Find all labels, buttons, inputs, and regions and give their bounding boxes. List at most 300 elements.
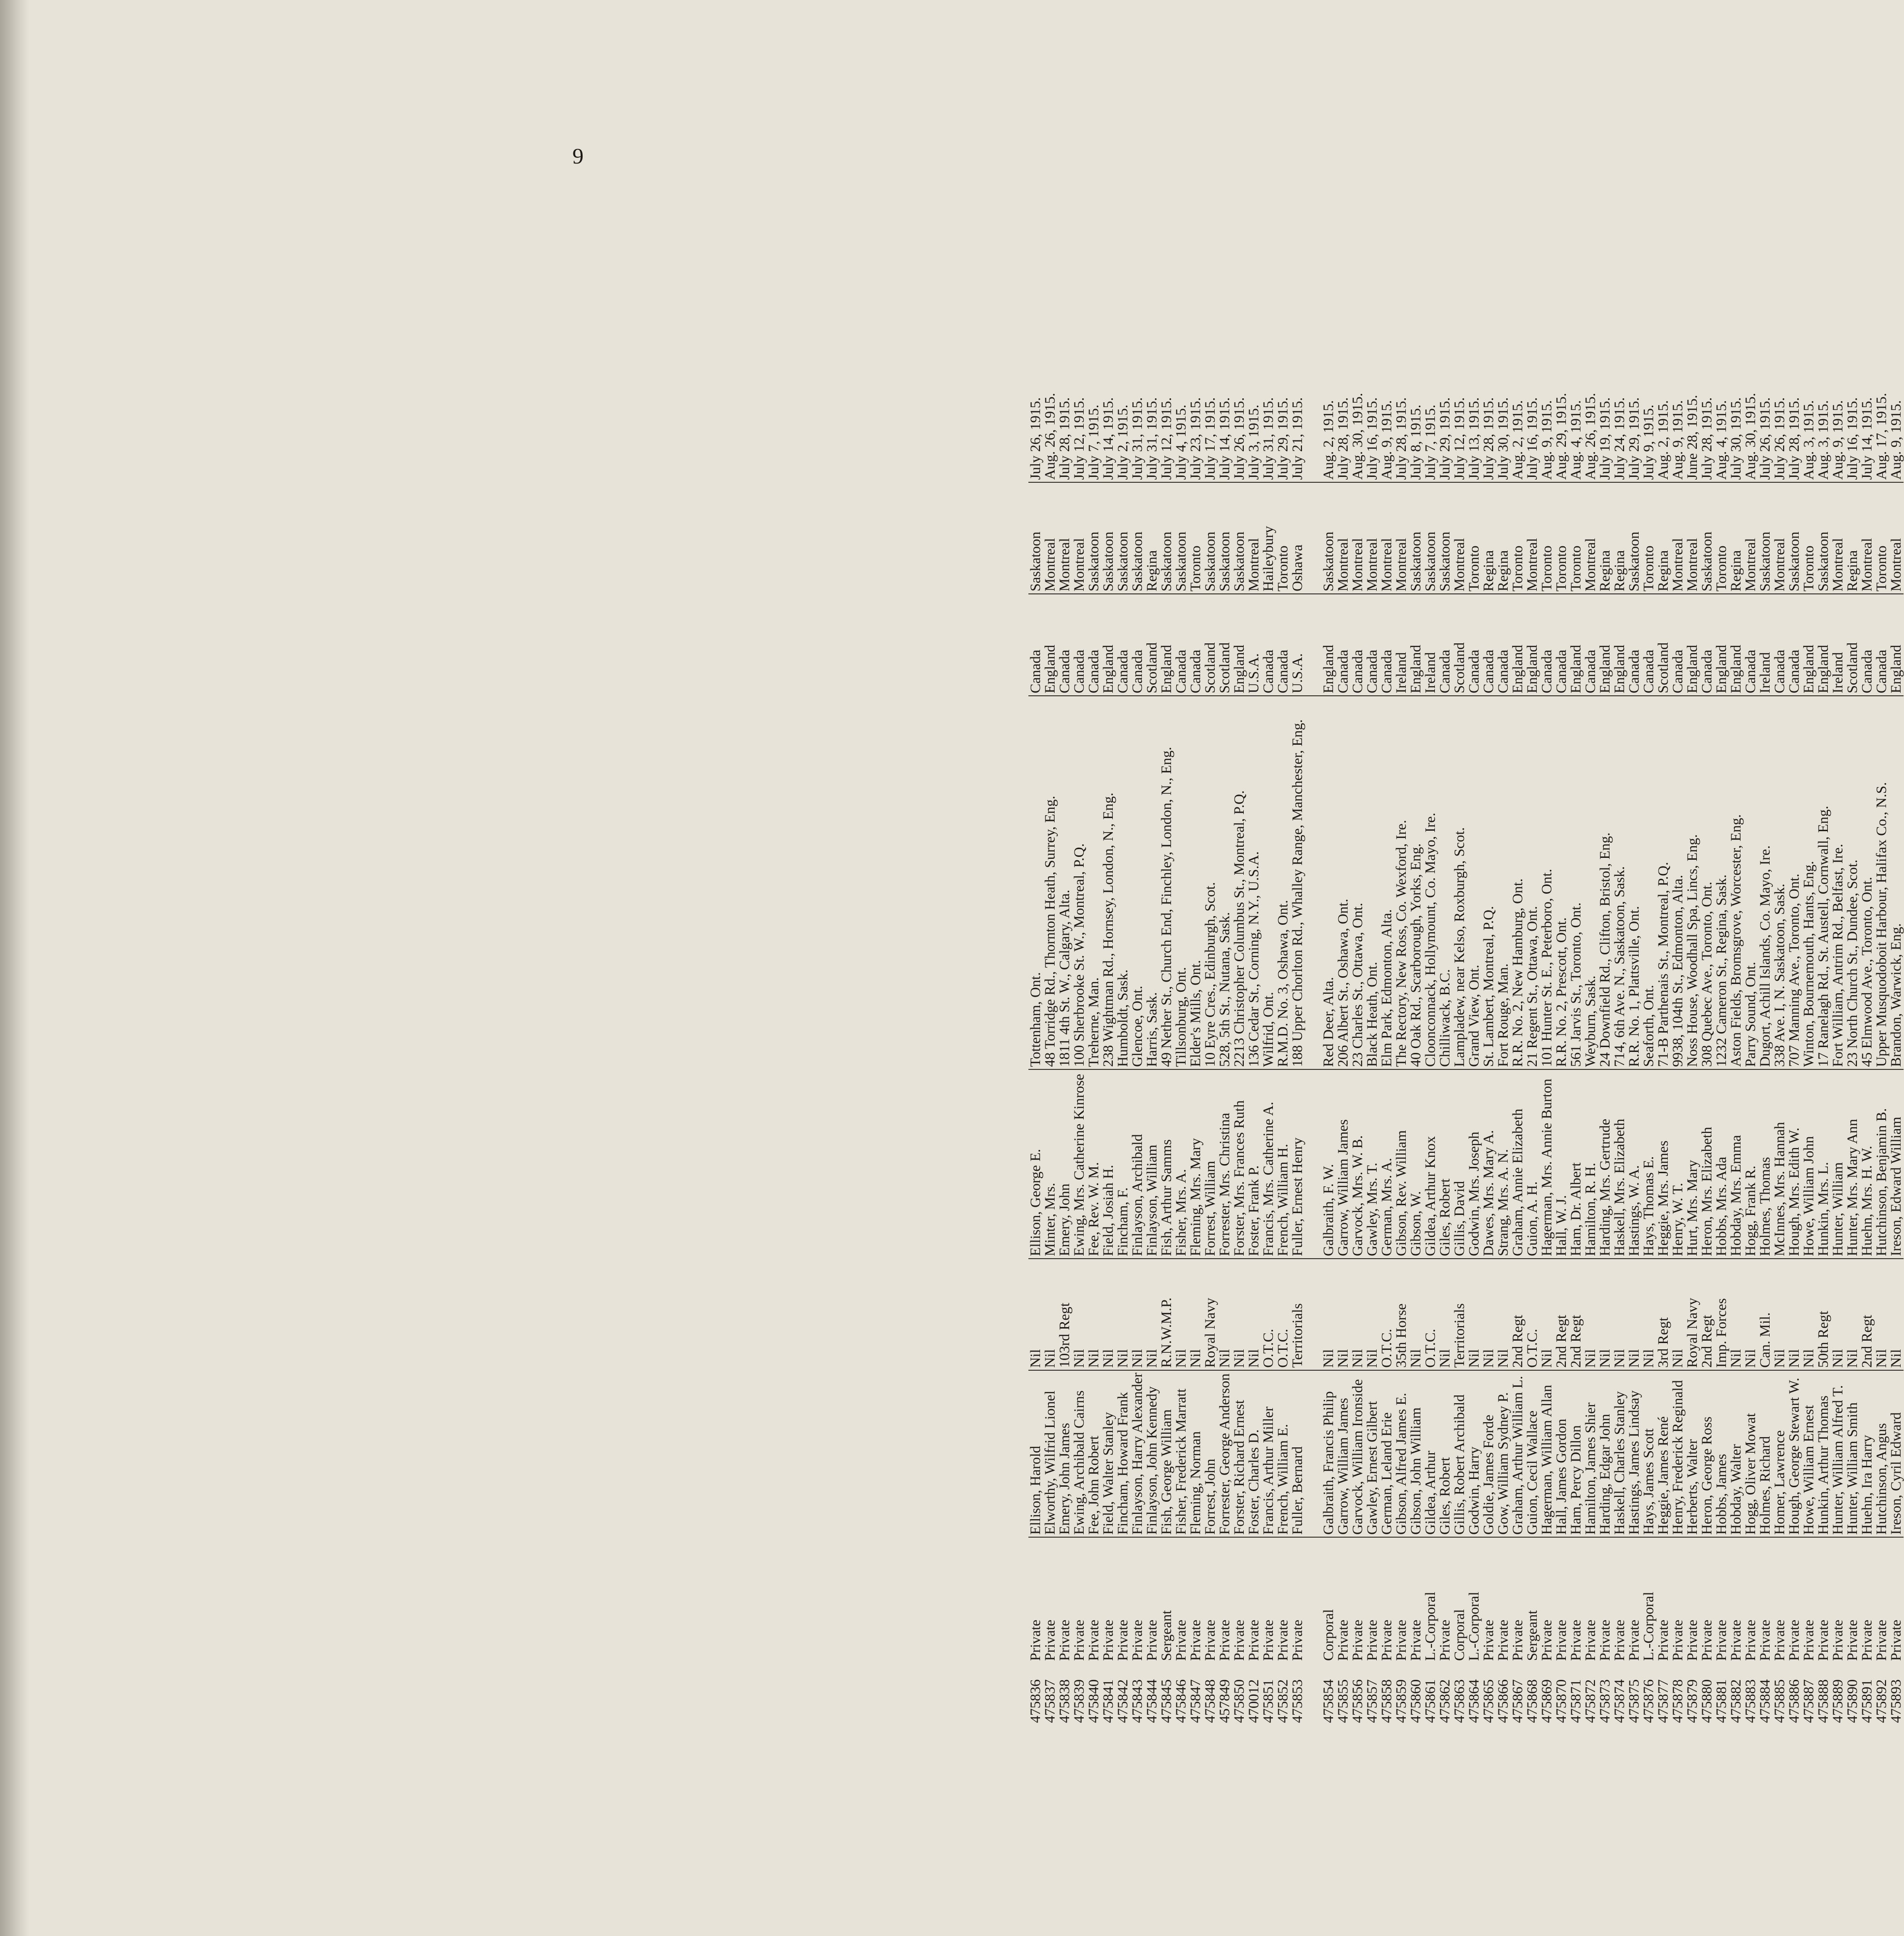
place-taken-on-strength-cell: Montreal [1380,482,1394,594]
soldier-name-cell: Hunkin, Arthur Thomas [1816,1370,1831,1537]
regimental-number-cell: 475846 [1173,1679,1189,1723]
enlistment-date-cell: July 29, 1915. [1626,397,1642,480]
table-row [1481,386,1496,1725]
next-of-kin-cell: Gillis, David [1452,1069,1467,1259]
rank-cell: Private [1802,1537,1816,1663]
country-of-birth-cell: Canada [1028,594,1043,696]
place-taken-on-strength-cell: Saskatoon [1203,482,1218,594]
country-of-birth-cell: England [1612,594,1627,696]
enlistment-date-cell: July 26, 1915. [1757,397,1773,480]
former-unit-cell: Nil [1321,1259,1336,1370]
regimental-number-cell: 475877 [1655,1679,1671,1723]
table-row [1232,386,1247,1725]
place-taken-on-strength-cell: Saskatoon [1087,482,1101,594]
regimental-number-cell: 475839 [1071,1679,1087,1723]
rank-cell: Private [1043,1537,1058,1663]
enlistment-date-cell: July 12, 1915. [1158,397,1174,480]
place-taken-on-strength-cell: Montreal [1351,482,1365,594]
soldier-name-cell: Hastings, James Lindsay [1627,1370,1642,1537]
rank-cell: Private [1116,1537,1130,1663]
country-of-birth-cell: Canada [1276,594,1290,696]
place-taken-on-strength-cell: Saskatoon [1174,482,1188,594]
next-of-kin-cell: Forrester, Mrs. Christina [1218,1069,1232,1259]
rank-cell: Private [1729,1537,1743,1663]
country-of-birth-cell: Canada [1743,594,1758,696]
rank-cell: Private [1380,1537,1394,1663]
rank-cell: Private [1145,1537,1159,1663]
former-unit-cell: 103rd Regt [1058,1259,1072,1370]
enlistment-date-cell: July 31, 1915. [1260,397,1276,480]
enlistment-date-cell: July 14, 1915. [1859,397,1875,480]
next-of-kin-cell: Guion, A. H. [1525,1069,1540,1259]
next-of-kin-cell: Hamilton, R. H. [1583,1069,1598,1259]
next-of-kin-cell: Gawley, Mrs. T. [1365,1069,1380,1259]
place-taken-on-strength-cell: Montreal [1247,482,1261,594]
soldier-name-cell: Godwin, Harry [1467,1370,1481,1537]
place-taken-on-strength-cell: Montreal [1336,482,1351,594]
enlistment-date-cell: July 9, 1915. [1641,404,1657,480]
rank-cell: Private [1496,1537,1511,1663]
former-unit-cell: 2nd Regt [1569,1259,1583,1370]
regimental-number-cell: 475857 [1364,1679,1380,1723]
place-taken-on-strength-cell: Saskatoon [1787,482,1802,594]
former-unit-cell: Territorials [1290,1259,1305,1370]
kin-address-cell: 206 Albert St., Oshawa, Ont. [1336,696,1351,1069]
regimental-number-cell: 475842 [1115,1679,1131,1723]
kin-address-cell: Dugort, Achill Islands, Co. Mayo, Ire. [1758,696,1773,1069]
kin-address-cell: 101 Hunter St. E., Peterboro, Ont. [1540,696,1554,1069]
kin-address-cell: 238 Wightman Rd., Hornsey, London, N., Eng. [1101,696,1116,1069]
enlistment-date-cell: Aug. 9, 1915. [1670,400,1686,480]
place-taken-on-strength-cell: Saskatoon [1409,482,1423,594]
rank-cell: Private [1101,1537,1116,1663]
next-of-kin-cell: German, Mrs. A. [1380,1069,1394,1259]
country-of-birth-cell: Canada [1438,594,1452,696]
country-of-birth-cell: England [1511,594,1525,696]
enlistment-date-cell: July 8, 1915. [1408,404,1424,480]
rank-cell: L.-Corporal [1423,1537,1438,1663]
soldier-name-cell: Fish, George William [1159,1370,1174,1537]
rank-cell: Private [1351,1537,1365,1663]
soldier-name-cell: Hamilton, James Shier [1583,1370,1598,1537]
rank-cell: Private [1583,1537,1598,1663]
enlistment-date-cell: July 2, 1915. [1115,404,1131,480]
next-of-kin-cell: Howe, William John [1802,1069,1816,1259]
next-of-kin-cell: Hagerman, Mrs. Annie Burton [1540,1069,1554,1259]
former-unit-cell: Imp. Forces [1714,1259,1729,1370]
soldier-name-cell: Elworthy, Wilfrid Lionel [1043,1370,1058,1537]
place-taken-on-strength-cell: Oshawa [1290,482,1305,594]
kin-address-cell: Humboldt, Sask. [1116,696,1130,1069]
place-taken-on-strength-cell: Saskatoon [1028,482,1043,594]
former-unit-cell: 2nd Regt [1700,1259,1714,1370]
place-taken-on-strength-cell: Regina [1145,482,1159,594]
regimental-number-cell: 475882 [1728,1679,1744,1723]
kin-address-cell: Parry Sound, Ont. [1743,696,1758,1069]
country-of-birth-cell: England [1729,594,1743,696]
soldier-name-cell: Ham, Percy Dillon [1569,1370,1583,1537]
kin-address-cell: Glencoe, Ont. [1130,696,1145,1069]
table-row [1685,386,1700,1725]
regimental-number-cell: 475856 [1350,1679,1366,1723]
kin-address-cell: 1232 Cameron St., Regina, Sask. [1714,696,1729,1069]
soldier-name-cell: Gow, William Sydney P. [1496,1370,1511,1537]
next-of-kin-cell: Heggie, Mrs. James [1656,1069,1671,1259]
former-unit-cell: Nil [1583,1259,1598,1370]
soldier-name-cell: Gildea, Arthur [1423,1370,1438,1537]
country-of-birth-cell: England [1569,594,1583,696]
next-of-kin-cell: Fisher, Mrs. A. [1174,1069,1188,1259]
place-taken-on-strength-cell: Regina [1598,482,1612,594]
place-taken-on-strength-cell: Montreal [1452,482,1467,594]
former-unit-cell: Nil [1642,1259,1656,1370]
regimental-number-cell: 475847 [1188,1679,1204,1723]
kin-address-cell: Elm Park, Edmonton, Alta. [1380,696,1394,1069]
next-of-kin-cell: Hunter, William [1831,1069,1845,1259]
table-row [1394,386,1409,1725]
soldier-name-cell: Hough, George Stewart W. [1787,1370,1802,1537]
country-of-birth-cell: Canada [1116,594,1130,696]
kin-address-cell: Aston Fields, Bromsgrove, Worcester, Eng. [1729,696,1743,1069]
enlistment-date-cell: Aug. 4, 1915. [1568,400,1584,480]
table-row [1845,386,1860,1725]
place-taken-on-strength-cell: Saskatoon [1816,482,1831,594]
kin-address-cell: St. Lambert, Montreal, P.Q. [1481,696,1496,1069]
kin-address-cell: Noss House, Woodhall Spa, Lincs, Eng. [1685,696,1700,1069]
rank-cell: Private [1365,1537,1380,1663]
former-unit-cell: Nil [1087,1259,1101,1370]
kin-address-cell: 308 Quebec Ave., Toronto, Ont. [1700,696,1714,1069]
country-of-birth-cell: Canada [1261,594,1276,696]
enlistment-date-cell: Aug. 29, 1915. [1553,393,1569,480]
table-row [1188,386,1203,1725]
place-taken-on-strength-cell: Toronto [1642,482,1656,594]
next-of-kin-cell: Holmes, Thomas [1758,1069,1773,1259]
country-of-birth-cell: Canada [1700,594,1714,696]
rank-cell: L.-Corporal [1467,1537,1481,1663]
enlistment-date-cell: July 28, 1915. [1335,397,1351,480]
soldier-name-cell: Gibson, John William [1409,1370,1423,1537]
table-row [1058,386,1072,1725]
place-taken-on-strength-cell: Montreal [1831,482,1845,594]
soldier-name-cell: Fee, John Robert [1087,1370,1101,1537]
kin-address-cell: Black Heath, Ont. [1365,696,1380,1069]
soldier-name-cell: Goldie, James Forde [1481,1370,1496,1537]
next-of-kin-cell: Fee, Rev. W. M. [1087,1069,1101,1259]
next-of-kin-cell: Ewing, Mrs. Catherine Kinrose [1072,1069,1087,1259]
enlistment-date-cell: July 19, 1915. [1597,397,1613,480]
table-row [1261,386,1276,1725]
soldier-name-cell: Forrester, George Anderson [1218,1370,1232,1537]
country-of-birth-cell: Scotland [1145,594,1159,696]
table-row [1130,386,1145,1725]
table-row [1438,386,1452,1725]
table-row [1247,386,1261,1725]
regimental-number-cell: 475858 [1379,1679,1395,1723]
former-unit-cell: Nil [1889,1259,1904,1370]
table-row [1496,386,1511,1725]
regimental-number-cell: 475848 [1202,1679,1218,1723]
regimental-number-cell: 475862 [1437,1679,1453,1723]
rank-cell: Private [1261,1537,1276,1663]
next-of-kin-cell: Minter, Mrs. [1043,1069,1058,1259]
soldier-name-cell: Herberts, Walter [1685,1370,1700,1537]
enlistment-date-cell: July 7, 1915. [1086,404,1102,480]
rank-cell: Private [1087,1537,1101,1663]
table-row [1816,386,1831,1725]
former-unit-cell: Territorials [1452,1259,1467,1370]
regimental-number-cell: 475873 [1597,1679,1613,1723]
regimental-number-cell: 475881 [1713,1679,1729,1723]
soldier-name-cell: Gibson, Alfred James E. [1394,1370,1409,1537]
former-unit-cell: Nil [1729,1259,1743,1370]
soldier-name-cell: Howe, William Ernest [1802,1370,1816,1537]
rank-cell: Private [1874,1537,1889,1663]
place-taken-on-strength-cell: Saskatoon [1159,482,1174,594]
former-unit-cell: Nil [1247,1259,1261,1370]
regimental-number-cell: 475880 [1699,1679,1715,1723]
table-row [1101,386,1116,1725]
former-unit-cell: Nil [1743,1259,1758,1370]
rank-cell: Private [1554,1537,1569,1663]
regimental-number-cell: 475869 [1539,1679,1555,1723]
place-taken-on-strength-cell: Saskatoon [1627,482,1642,594]
next-of-kin-cell: Ham, Dr. Albert [1569,1069,1583,1259]
place-taken-on-strength-cell: Toronto [1540,482,1554,594]
soldier-name-cell: Forster, Richard Ernest [1232,1370,1247,1537]
rank-cell: Private [1860,1537,1874,1663]
soldier-name-cell: Hunter, William Smith [1845,1370,1860,1537]
regimental-number-cell: 475863 [1451,1679,1467,1723]
country-of-birth-cell: Canada [1130,594,1145,696]
former-unit-cell: O.T.C. [1261,1259,1276,1370]
place-taken-on-strength-cell: Saskatoon [1101,482,1116,594]
soldier-name-cell: Ellison, Harold [1028,1370,1043,1537]
country-of-birth-cell: Scotland [1218,594,1232,696]
kin-address-cell: 45 Elmwood Ave., Toronto, Ont. [1860,696,1874,1069]
country-of-birth-cell: England [1101,594,1116,696]
country-of-birth-cell: England [1232,594,1247,696]
country-of-birth-cell: Scotland [1845,594,1860,696]
next-of-kin-cell: Foster, Frank P. [1247,1069,1261,1259]
soldier-name-cell: Gillis, Robert Archibald [1452,1370,1467,1537]
kin-address-cell: Wilfrid, Ont. [1261,696,1276,1069]
soldier-name-cell: Heggie, James René [1656,1370,1671,1537]
country-of-birth-cell: Canada [1188,594,1203,696]
table-row [1290,386,1305,1725]
regimental-number-cell: 475872 [1582,1679,1598,1723]
soldier-name-cell: Heron, George Ross [1700,1370,1714,1537]
rank-cell: Corporal [1321,1537,1336,1663]
regimental-number-cell: 475852 [1275,1679,1291,1723]
enlistment-date-cell: July 28, 1915. [1699,397,1715,480]
enlistment-date-cell: Aug. 26, 1915. [1582,393,1598,480]
regimental-number-cell: 475864 [1466,1679,1482,1723]
country-of-birth-cell: Ireland [1394,594,1409,696]
country-of-birth-cell: Canada [1787,594,1802,696]
enlistment-date-cell: Aug. 2, 1915. [1510,400,1526,480]
former-unit-cell: Royal Navy [1685,1259,1700,1370]
soldier-name-cell: Holmes, Richard [1758,1370,1773,1537]
regimental-number-cell: 475859 [1393,1679,1409,1723]
table-row [1802,386,1816,1725]
place-taken-on-strength-cell: Saskatoon [1130,482,1145,594]
former-unit-cell: Nil [1598,1259,1612,1370]
enlistment-date-cell: July 7, 1915. [1422,404,1438,480]
table-row [1525,386,1540,1725]
country-of-birth-cell: England [1043,594,1058,696]
table-row [1351,386,1365,1725]
table-row [1700,386,1714,1725]
kin-address-cell: Fort Rouge, Man. [1496,696,1511,1069]
place-taken-on-strength-cell: Saskatoon [1116,482,1130,594]
former-unit-cell: 2nd Regt [1511,1259,1525,1370]
table-row [1380,386,1394,1725]
kin-address-cell: 528, 5th St., Nutana, Sask. [1218,696,1232,1069]
regimental-number-cell: 475853 [1289,1679,1305,1723]
enlistment-date-cell: Aug. 3, 1915. [1801,400,1817,480]
place-taken-on-strength-cell: Montreal [1043,482,1058,594]
table-row [1087,386,1101,1725]
kin-address-cell: Seaforth, Ont. [1642,696,1656,1069]
rank-cell: L.-Corporal [1642,1537,1656,1663]
kin-address-cell: 49 Nether St., Church End, Finchley, London, N., Eng. [1159,696,1174,1069]
country-of-birth-cell: Canada [1773,594,1787,696]
rank-cell: Private [1627,1537,1642,1663]
table-row [1758,386,1773,1725]
soldier-name-cell: French, William E. [1276,1370,1290,1537]
next-of-kin-cell: Henry, W. T. [1671,1069,1685,1259]
rank-cell: Private [1394,1537,1409,1663]
place-taken-on-strength-cell: Toronto [1569,482,1583,594]
enlistment-date-cell: Aug. 9, 1915. [1539,400,1555,480]
next-of-kin-cell: Hall, W. J. [1554,1069,1569,1259]
regimental-number-cell: 475855 [1335,1679,1351,1723]
rank-cell: Private [1758,1537,1773,1663]
enlistment-date-cell: July 12, 1915. [1451,397,1467,480]
kin-address-cell: 23 Charles St., Ottawa, Ont. [1351,696,1365,1069]
next-of-kin-cell: Hays, Thomas E. [1642,1069,1656,1259]
soldier-name-cell: Hunter, William Alfred T. [1831,1370,1845,1537]
next-of-kin-cell: Hunter, Mrs. Mary Ann [1845,1069,1860,1259]
former-unit-cell: Nil [1232,1259,1247,1370]
former-unit-cell: Nil [1028,1259,1043,1370]
regimental-number-cell: 475889 [1830,1679,1846,1723]
rank-cell: Private [1612,1537,1627,1663]
country-of-birth-cell: Canada [1380,594,1394,696]
next-of-kin-cell: Fincham, F. [1116,1069,1130,1259]
table-row [1072,386,1087,1725]
country-of-birth-cell: Scotland [1452,594,1467,696]
enlistment-date-cell: July 16, 1915. [1364,397,1380,480]
kin-address-cell: Lampladew, near Kelso, Roxburgh, Scot. [1452,696,1467,1069]
country-of-birth-cell: Scotland [1203,594,1218,696]
soldier-name-cell: Harding, Edgar John [1598,1370,1612,1537]
next-of-kin-cell: Fuller, Ernest Henry [1290,1069,1305,1259]
regimental-number-cell: 475840 [1086,1679,1102,1723]
place-taken-on-strength-cell: Toronto [1511,482,1525,594]
enlistment-date-cell: July 29, 1915. [1275,397,1291,480]
rank-cell: Private [1336,1537,1351,1663]
next-of-kin-cell: Francis, Mrs. Catherine A. [1261,1069,1276,1259]
table-row [1467,386,1481,1725]
next-of-kin-cell: Hobday, Mrs. Emma [1729,1069,1743,1259]
enlistment-date-cell: Aug. 30, 1915. [1742,393,1758,480]
place-taken-on-strength-cell: Saskatoon [1423,482,1438,594]
next-of-kin-cell: Graham, Annie Elizabeth [1511,1069,1525,1259]
next-of-kin-cell: Garvock, Mrs. W. B. [1351,1069,1365,1259]
next-of-kin-cell: Fish, Arthur Samms [1159,1069,1174,1259]
place-taken-on-strength-cell: Toronto [1554,482,1569,594]
rank-cell: Private [1714,1537,1729,1663]
soldier-name-cell: Hobday, Walter [1729,1370,1743,1537]
place-taken-on-strength-cell: Haileybury [1261,482,1276,594]
place-taken-on-strength-cell: Saskatoon [1758,482,1773,594]
rank-cell: Private [1569,1537,1583,1663]
table-row [1174,386,1188,1725]
kin-address-cell: 338 Ave. I, N. Saskatoon, Sask. [1773,696,1787,1069]
country-of-birth-cell: Canada [1072,594,1087,696]
kin-address-cell: The Rectory, New Ross, Co. Wexford, Ire. [1394,696,1409,1069]
regimental-number-cell: 475866 [1495,1679,1511,1723]
place-taken-on-strength-cell: Toronto [1467,482,1481,594]
place-taken-on-strength-cell: Montreal [1773,482,1787,594]
country-of-birth-cell: England [1321,594,1336,696]
enlistment-date-cell: Aug. 2, 1915. [1655,400,1671,480]
next-of-kin-cell: Gibson, W. [1409,1069,1423,1259]
regimental-number-cell: 475888 [1815,1679,1831,1723]
soldier-name-cell: Fleming, Norman [1188,1370,1203,1537]
next-of-kin-cell: Harding, Mrs. Gertrude [1598,1069,1612,1259]
soldier-name-cell: Ireson, Cyril Edward [1889,1370,1904,1537]
place-taken-on-strength-cell: Montreal [1685,482,1700,594]
regimental-number-cell: 475893 [1888,1679,1904,1723]
former-unit-cell: Nil [1409,1259,1423,1370]
table-row [1874,386,1889,1725]
kin-address-cell: Tottenham, Ont. [1028,696,1043,1069]
former-unit-cell: Nil [1218,1259,1232,1370]
regimental-number-cell: 475891 [1859,1679,1875,1723]
table-row [1554,386,1569,1725]
next-of-kin-cell: Fleming, Mrs. Mary [1188,1069,1203,1259]
former-unit-cell: Nil [1043,1259,1058,1370]
regimental-number-cell: 475861 [1422,1679,1438,1723]
place-taken-on-strength-cell: Regina [1496,482,1511,594]
enlistment-date-cell: July 30, 1915. [1495,397,1511,480]
next-of-kin-cell: French, William H. [1276,1069,1290,1259]
next-of-kin-cell: Garrow, William James [1336,1069,1351,1259]
regimental-number-cell: 470012 [1246,1679,1262,1723]
kin-address-cell: 17 Ranelagh Rd., St. Austell, Cornwall, Eng. [1816,696,1831,1069]
kin-address-cell: 136 Cedar St., Corning, N.Y., U.S.A. [1247,696,1261,1069]
soldier-name-cell: Field, Walter Stanley [1101,1370,1116,1537]
rank-cell: Private [1671,1537,1685,1663]
place-taken-on-strength-cell: Saskatoon [1232,482,1247,594]
next-of-kin-cell: Heron, Mrs. Elizabeth [1700,1069,1714,1259]
country-of-birth-cell: U.S.A. [1247,594,1261,696]
rank-cell: Private [1130,1537,1145,1663]
soldier-name-cell: Garrow, William James [1336,1370,1351,1537]
kin-address-cell: 1811 4th St. W., Calgary, Alta. [1058,696,1072,1069]
place-taken-on-strength-cell: Regina [1481,482,1496,594]
place-taken-on-strength-cell: Montreal [1860,482,1874,594]
place-taken-on-strength-cell: Saskatoon [1321,482,1336,594]
country-of-birth-cell: Canada [1642,594,1656,696]
table-row [1743,386,1758,1725]
rank-cell: Corporal [1452,1537,1467,1663]
former-unit-cell: O.T.C. [1525,1259,1540,1370]
former-unit-cell: Royal Navy [1203,1259,1218,1370]
